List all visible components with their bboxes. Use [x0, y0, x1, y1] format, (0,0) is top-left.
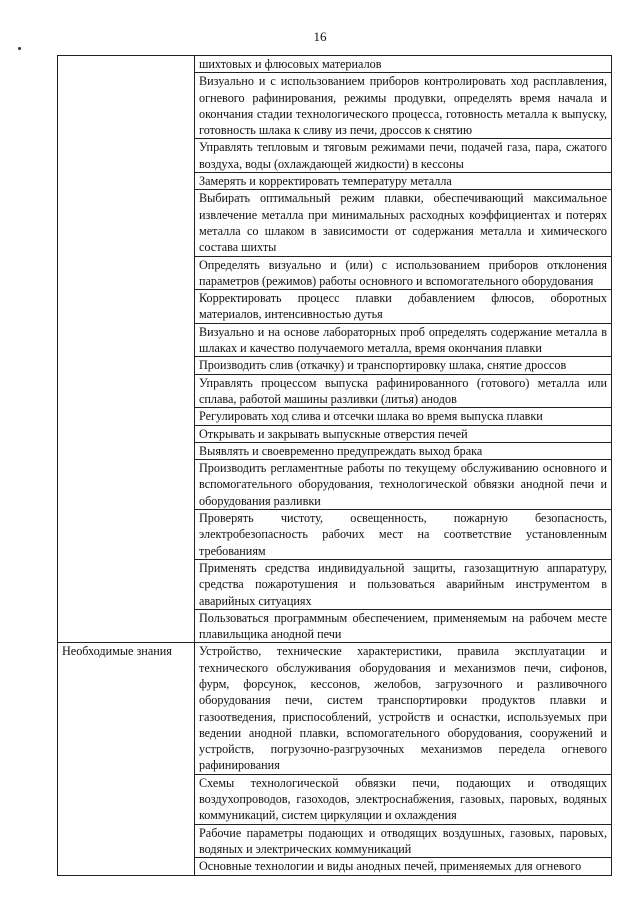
requirements-table	[57, 55, 612, 876]
skill-item: Замерять и корректировать температуру металла	[195, 173, 612, 190]
knowledge-item: Устройство, технические характеристики, правила эксплуатации и технического обслуживания оборудования и механизмов печи, сифонов, фурм, форсунок, кессонов, желобов, загрузочного и разливочного оборудования печи, систем транспортировки продуктов плавки и газоотведения, приспособлений, устройств и оснастки, используемых при ведении анодной плавки, вспомогательного оборудования, сооружений и устройств, погрузочно-разгрузочных механизмов передела огневого рафинирования	[195, 643, 612, 774]
skill-item: Корректировать процесс плавки добавлением флюсов, оборотных материалов, интенсивностью дутья	[195, 290, 612, 324]
section-label-knowledge: Необходимые знания	[58, 643, 195, 875]
skill-item: Выбирать оптимальный режим плавки, обеспечивающий максимальное извлечение металла при минимальных расходных коэффициентах и потерях металла со шлаком в зависимости от содержания металла и химического состава шихты	[195, 190, 612, 256]
skill-item: Регулировать ход слива и отсечки шлака во время выпуска плавки	[195, 408, 612, 425]
margin-dot	[18, 47, 21, 50]
skill-item: Применять средства индивидуальной защиты, газозащитную аппаратуру, средства пожаротушения и пользоваться аварийным инструментом в аварийных ситуациях	[195, 559, 612, 609]
table-row	[58, 643, 612, 774]
skill-item: Визуально и на основе лабораторных проб определять содержание металла в шлаках и качество получаемого металла, время окончания плавки	[195, 323, 612, 357]
knowledge-item: Схемы технологической обвязки печи, подающих и отводящих воздухопроводов, газоходов, электроснабжения, газовых, паровых, водяных коммуникаций, систем циркуляции и охлаждения	[195, 774, 612, 824]
skill-item: Производить регламентные работы по текущему обслуживанию основного и вспомогательного оборудования, технологической обвязки анодной печи и оборудования разливки	[195, 460, 612, 510]
skill-item: Производить слив (откачку) и транспортировку шлака, снятие дроссов	[195, 357, 612, 374]
skill-item: Определять визуально и (или) с использованием приборов отклонения параметров (режимов) работы основного и вспомогательного оборудования	[195, 256, 612, 290]
knowledge-item: Основные технологии и виды анодных печей, применяемых для огневого	[195, 858, 612, 875]
skill-item: Проверять чистоту, освещенность, пожарную безопасность, электробезопасность рабочих мест на соответствие установленным требованиям	[195, 510, 612, 560]
skill-item: шихтовых и флюсовых материалов	[195, 56, 612, 73]
knowledge-item: Рабочие параметры подающих и отводящих воздушных, газовых, паровых, водяных и электрических коммуникаций	[195, 824, 612, 858]
skill-item: Выявлять и своевременно предупреждать выход брака	[195, 442, 612, 459]
skill-item: Визуально и с использованием приборов контролировать ход расплавления, огневого рафинирования, режимы продувки, определять время начала и окончания стадии технологического процесса, готовность металла к выпуску, готовность шлака к сливу из печи, дроссов к снятию	[195, 73, 612, 139]
skill-item: Управлять процессом выпуска рафинированного (готового) металла или сплава, работой машины разливки (литья) анодов	[195, 374, 612, 408]
skill-item: Пользоваться программным обеспечением, применяемым на рабочем месте плавильщика анодной печи	[195, 609, 612, 643]
skill-item: Управлять тепловым и тяговым режимами печи, подачей газа, пара, сжатого воздуха, воды (охлаждающей жидкости) в кессоны	[195, 139, 612, 173]
table-row	[58, 56, 612, 73]
page-number: 16	[313, 29, 327, 44]
skill-item: Открывать и закрывать выпускные отверстия печей	[195, 425, 612, 442]
section-label-empty	[58, 56, 195, 643]
